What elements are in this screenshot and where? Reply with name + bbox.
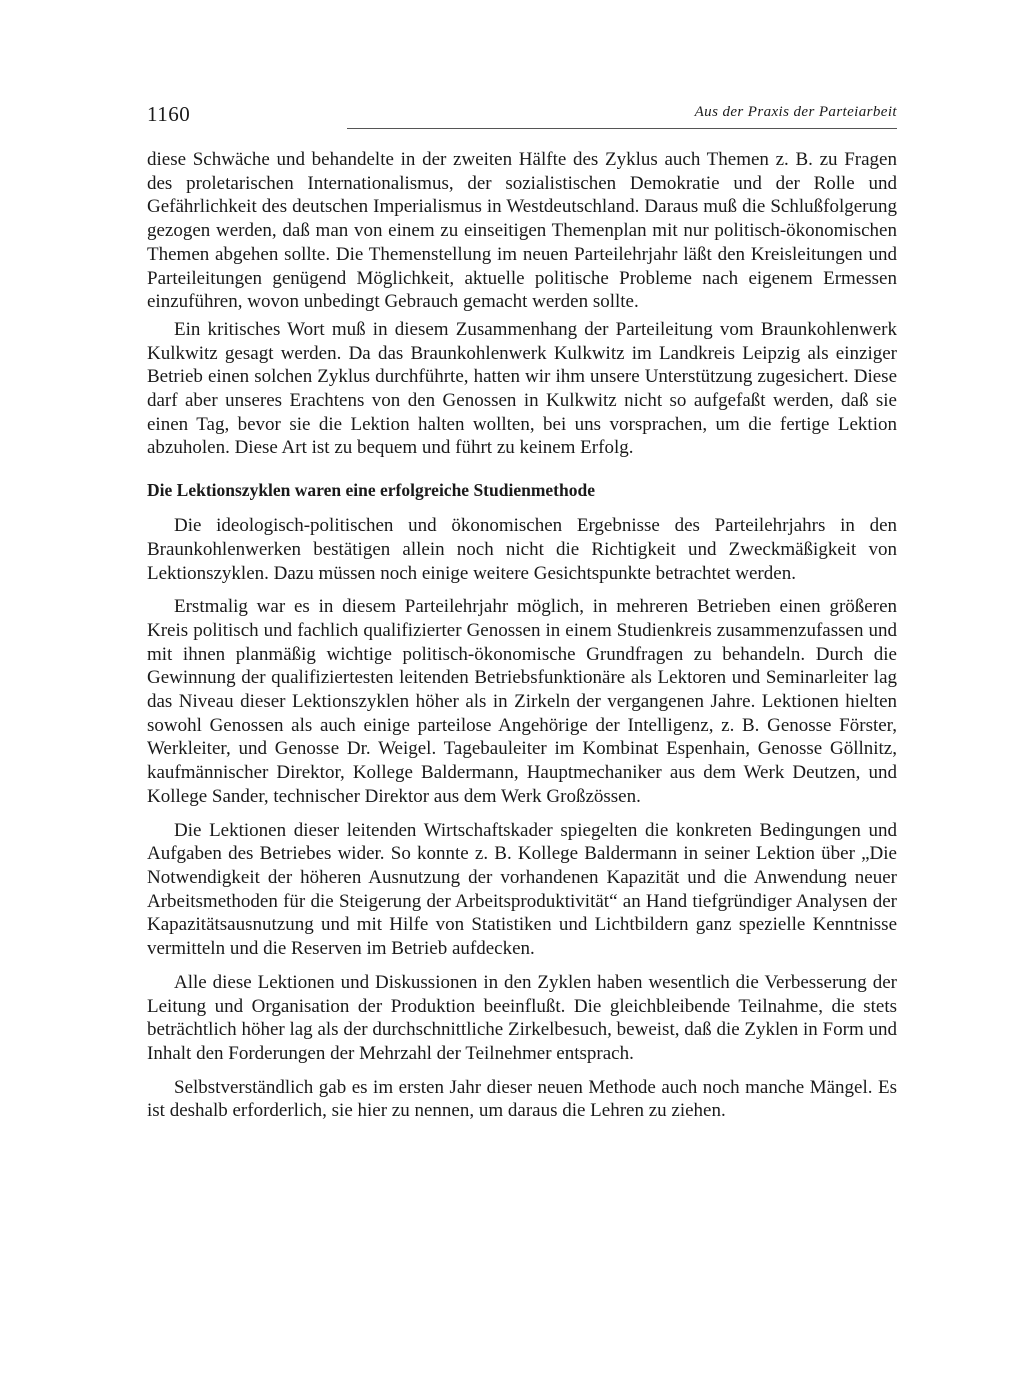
paragraph-lectures: Die Lektionen dieser leitenden Wirtschaftskader spiegelten die konkreten Bedingungen und Aufgaben des Betriebes wider. So konnte z. B. Kollege Baldermann in seiner Lektion über „Die Notwendigkeit der höheren Ausnutzung der vorhandenen Kapazität und die Anwendung neuer Arbeitsmethoden für die Steigerung der Arbeitsproduktivität“ an Hand tiefgründiger Analysen der Kapazitätsausnutzung und mit Hilfe von Statistiken und Lichtbildern ganz spezielle Kenntnisse vermitteln und die Reserven im Betrieb aufdecken. bbox=[147, 819, 897, 960]
section-heading: Die Lektionszyklen waren eine erfolgreiche Studienmethode bbox=[147, 480, 595, 501]
running-title: Aus der Praxis der Parteiarbeit bbox=[694, 104, 897, 120]
paragraph-first-time: Erstmalig war es in diesem Parteilehrjahr möglich, in mehreren Betrieben einen größeren Kreis politisch und fachlich qualifizierter Genossen in einem Studienkreis zusammenzufassen und mit ihnen planmäßig wichtige politisch-ökonomische Grundfragen zu behandeln. Durch die Gewinnung der qualifiziertesten leitenden Betriebsfunktionäre als Lektoren und Seminarleiter lag das Niveau dieser Lektionszyklen höher als in Zirkeln der vergangenen Jahre. Lektionen hielten sowohl Genossen als auch einige parteilose Angehörige der Intelligenz, z. B. Genosse Förster, Werkleiter, und Genosse Dr. Weigel. Tagebauleiter im Kombinat Espenhain, Genosse Göllnitz, kaufmännischer Direktor, Kollege Baldermann, Hauptmechaniker aus dem Werk Deutzen, und Kollege Sander, technischer Direktor aus dem Werk Großzössen. bbox=[147, 596, 897, 807]
paragraph-kulkwitz: Ein kritisches Wort muß in diesem Zusammenhang der Parteileitung vom Braunkohlenwerk Kulkwitz gesagt werden. Da das Braunkohlenwerk Kulkwitz im Landkreis Leipzig als einziger Betrieb einen solchen Zyklus durchführte, hatten wir ihm unsere Unterstützung zugesichert. Diese darf aber unseres Erachtens von den Genossen in Kulkwitz nicht so aufgefaßt werden, daß sie einen Tag, bevor sie die Lektion halten wollten, bei uns vorsprachen, um die fertige Lektion abzuholen. Diese Art ist zu bequem und führt zu keinem Erfolg. bbox=[147, 318, 897, 459]
paragraph-shortcomings: Selbstverständlich gab es im ersten Jahr dieser neuen Methode auch noch manche Mängel. Es ist deshalb erforderlich, sie hier zu nennen, um daraus die Lehren zu ziehen. bbox=[147, 1076, 897, 1122]
paragraph-discussions: Alle diese Lektionen und Diskussionen in den Zyklen haben wesentlich die Verbesserung der Leitung und Organisation der Produktion beeinflußt. Die gleichbleibende Teilnahme, die stets beträchtlich höher lag als der durchschnittliche Zirkelbesuch, beweist, daß die Zyklen in Form und Inhalt den Forderungen der Mehrzahl der Teilnehmer entsprach. bbox=[147, 971, 897, 1064]
page-header bbox=[147, 100, 897, 130]
paragraph-results: Die ideologisch-politischen und ökonomischen Ergebnisse des Parteilehrjahrs in den Braunkohlenwerken bestätigen allein noch nicht die Richtigkeit und Zweckmäßigkeit von Lektionszyklen. Dazu müssen noch einige weitere Gesichtspunkte betrachtet werden. bbox=[147, 515, 897, 584]
header-rule bbox=[347, 128, 897, 129]
paragraph-continued: diese Schwäche und behandelte in der zweiten Hälfte des Zyklus auch Themen z. B. zu Fragen des proletarischen Internationalismus, der sozialistischen Demokratie und der Rolle und Gefährlichkeit des deutschen Imperialismus in Westdeutschland. Daraus muß die Schlußfolgerung gezogen werden, daß man von einem zu einseitigen Themenplan mit nur politisch-ökonomischen Themen abgehen sollte. Die Themenstellung im neuen Parteilehrjahr läßt den Kreisleitungen und Parteileitungen genügend Möglichkeit, aktuelle politische Probleme nach eigenem Ermessen einzuführen, wovon unbedingt Gebrauch gemacht werden sollte. bbox=[147, 149, 897, 313]
page-number: 1160 bbox=[147, 102, 191, 126]
body-text bbox=[147, 148, 897, 1123]
